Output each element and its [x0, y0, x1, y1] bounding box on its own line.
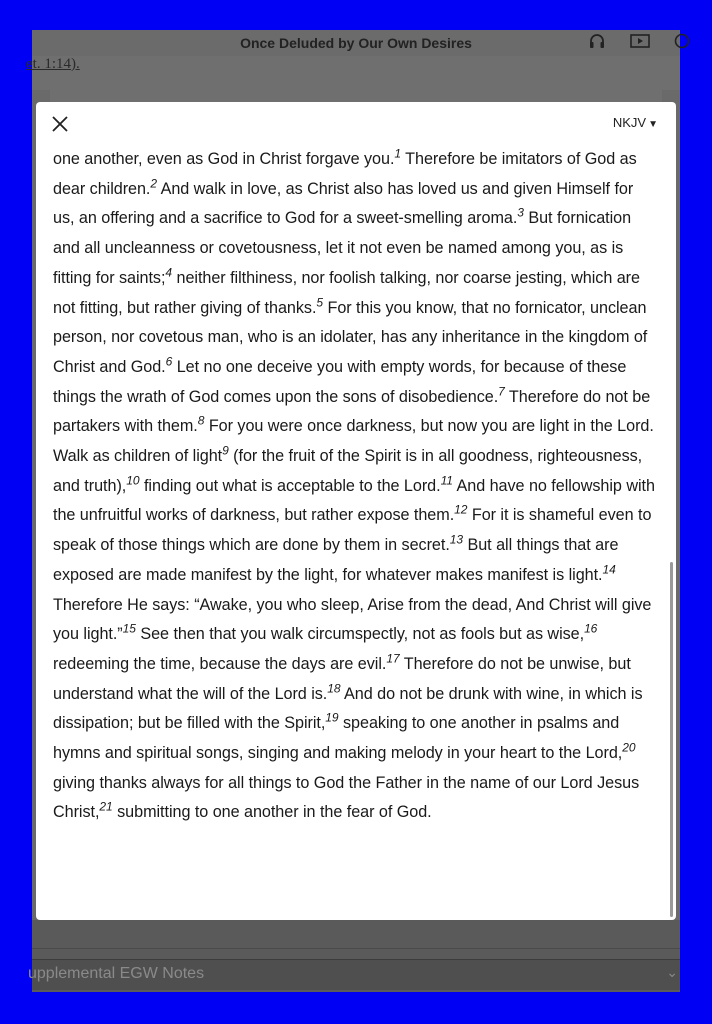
verse-number: 14: [602, 562, 616, 577]
verse-number: 11: [440, 473, 453, 488]
verse-number: 17: [386, 651, 400, 666]
verse-text: And have no fellowship with the unfruitful works of darkness, but rather expose them.: [53, 476, 655, 525]
verse-text: For it is shameful even to speak of those things which are done by them in secret.: [53, 506, 652, 555]
verse-text: Let no one deceive you with empty words, for because of these things the wrath of God comes upon the sons of disobedience.: [53, 357, 627, 406]
verse-text: redeeming the time, because the days are evil.: [53, 654, 387, 673]
verse-number: 8: [197, 413, 205, 428]
scripture-passage: [53, 145, 659, 828]
verse-number: 5: [316, 295, 324, 310]
verse-number: 20: [622, 740, 636, 755]
verse-number: 13: [449, 532, 464, 547]
verse-number: 6: [165, 354, 173, 369]
verse-text: finding out what is acceptable to the Lord.: [139, 476, 441, 495]
verse-text: one another, even as God in Christ forgave you.: [53, 150, 395, 168]
divider: [32, 948, 680, 949]
verse-number: 19: [325, 710, 339, 725]
verse-text: Therefore do not be partakers with them.: [53, 387, 651, 436]
verse-text: (for the fruit of the Spirit is in all goodness, righteousness, and truth),: [53, 447, 643, 495]
verse-number: 7: [498, 384, 505, 399]
verse-text: For this you know, that no fornicator, unclean person, nor covetous man, who is an idolater, has any inheritance in the kingdom of Christ and God.: [53, 298, 648, 376]
supplemental-notes-label: upplemental EGW Notes: [28, 965, 205, 982]
verse-text: Therefore be imitators of God as dear children.: [53, 150, 637, 198]
supplemental-notes-bar[interactable]: [28, 959, 680, 990]
bible-version-select[interactable]: [613, 115, 658, 130]
verse-text: See then that you walk circumspectly, not as fools but as wise,: [135, 625, 585, 644]
version-label: NKJV: [612, 115, 647, 130]
verse-text: speaking to one another in psalms and hymns and spiritual songs, singing and making melody in your heart to the Lord,: [53, 714, 623, 763]
verse-text: But all things that are exposed are made manifest by the light, for whatever makes manifest is light.: [53, 536, 619, 584]
verse-number: 9: [222, 443, 229, 458]
verse-number: 3: [517, 206, 524, 221]
scrollbar[interactable]: [670, 562, 673, 917]
verse-text: And do not be drunk with wine, in which is dissipation; but be filled with the Spirit,: [53, 684, 643, 733]
verse-text: Therefore He says: “Awake, you who sleep, Arise from the dead, And Christ will give you light.”: [53, 595, 652, 644]
caret-down-icon: ▼: [648, 119, 658, 130]
verse-number: 1: [394, 146, 402, 161]
verse-text: giving thanks always for all things to God the Father in the name of our Lord Jesus Christ,: [53, 773, 640, 822]
verse-number: 21: [99, 800, 113, 815]
verse-number: 15: [122, 621, 136, 636]
scripture-popup: [36, 102, 676, 920]
verse-number: 18: [327, 681, 341, 696]
video-icon[interactable]: [630, 33, 650, 51]
headphones-icon[interactable]: [587, 33, 607, 51]
chevron-down-icon[interactable]: ⌄: [666, 964, 678, 980]
verse-number: 4: [165, 265, 173, 280]
verse-text: And walk in love, as Christ also has loved us and given Himself for us, an offering and a sacrifice to God for a sweet-smelling aroma.: [53, 179, 634, 228]
lesson-title: Once Deluded by Our Own Desires: [240, 35, 472, 51]
verse-number: 16: [584, 621, 598, 636]
verse-number: 12: [454, 503, 468, 518]
verse-text: neither filthiness, nor foolish talking, nor coarse jesting, which are not fitting, but rather giving of thanks.: [53, 268, 640, 317]
verse-text: But fornication and all uncleanness or covetousness, let it not even be named among you, as is fitting for saints;: [53, 209, 632, 287]
verse-number: 10: [126, 473, 140, 488]
verse-number: 2: [150, 176, 158, 191]
close-icon[interactable]: [50, 114, 70, 134]
more-options-icon[interactable]: [672, 33, 692, 51]
verse-text: Therefore do not be unwise, but understand what the will of the Lord is.: [53, 654, 631, 703]
verse-text: submitting to one another in the fear of God.: [112, 803, 432, 822]
top-bar: [32, 30, 680, 56]
background-reference-text: et. 1:14).: [26, 56, 80, 72]
verse-text: For you were once darkness, but now you are light in the Lord. Walk as children of light: [53, 417, 654, 466]
